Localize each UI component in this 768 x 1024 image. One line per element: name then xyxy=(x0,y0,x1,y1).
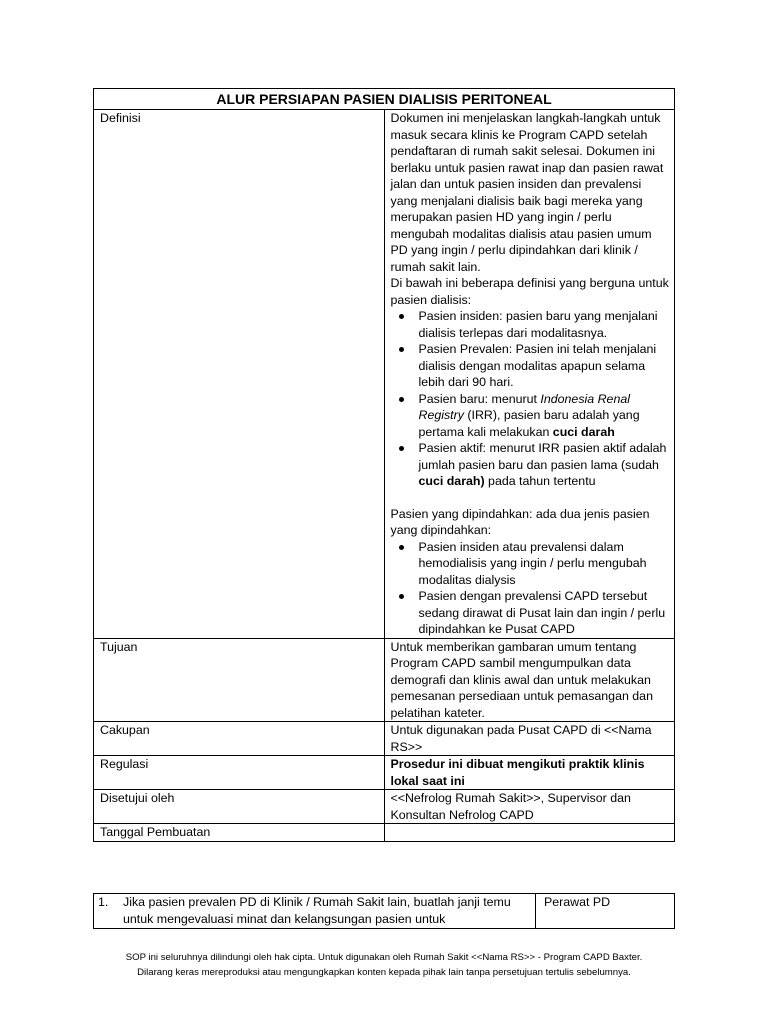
def-prevalen: Pasien Prevalen: Pasien ini telah menjalani dialisis dengan modalitas apapun selama lebih dari 90 hari. xyxy=(391,341,671,391)
label-tujuan: Tujuan xyxy=(94,638,385,722)
def-aktif: Pasien aktif: menurut IRR pasien aktif adalah jumlah pasien baru dan pasien lama (sudah cuci darah) pada tahun tertentu xyxy=(391,440,671,490)
step-description xyxy=(94,894,536,929)
definisi-intro: Dokumen ini menjelaskan langkah-langkah untuk masuk secara klinis ke Program CAPD setelah pendaftaran di rumah sakit selesai. Dokumen ini berlaku untuk pasien rawat inap dan pasien rawat jalan dan untuk pasien insiden dan prevalensi yang menjalani dialisis baik bagi mereka yang merupakan pasien HD yang ingin / perlu mengubah modalitas dialisis atau pasien umum PD yang ingin / perlu dipindahkan dari klinik / rumah sakit lain. xyxy=(390,111,664,274)
transfer-item: Pasien insiden atau prevalensi dalam hemodialisis yang ingin / perlu mengubah modalitas dialysis xyxy=(391,539,671,589)
transfer-item: Pasien dengan prevalensi CAPD tersebut sedang dirawat di Pusat lain dan ingin / perlu dipindahkan ke Pusat CAPD xyxy=(391,588,671,638)
label-cakupan: Cakupan xyxy=(94,722,385,756)
sop-table xyxy=(93,88,675,842)
step-row xyxy=(94,894,675,929)
row-tanggal xyxy=(94,824,675,842)
row-regulasi xyxy=(94,756,675,790)
step-text-line2: untuk mengevaluasi minat dan kelangsungan pasien untuk xyxy=(123,911,446,926)
row-cakupan xyxy=(94,722,675,756)
content-cakupan: Untuk digunakan pada Pusat CAPD di <<Nama RS>> xyxy=(384,722,675,756)
row-definisi xyxy=(94,110,675,639)
label-disetujui: Disetujui oleh xyxy=(94,790,385,824)
row-disetujui xyxy=(94,790,675,824)
content-regulasi: Prosedur ini dibuat mengikuti praktik klinis lokal saat ini xyxy=(384,756,675,790)
content-disetujui: <<Nefrolog Rumah Sakit>>, Supervisor dan Konsultan Nefrolog CAPD xyxy=(384,790,675,824)
content-tujuan: Untuk memberikan gambaran umum tentang Program CAPD sambil mengumpulkan data demografi dan klinis awal dan untuk melakukan pemesanan persediaan untuk pemasangan dan pelatihan kateter. xyxy=(384,638,675,722)
footer-line2: Dilarang keras mereproduksi atau mengungkapkan konten kepada pihak lain tanpa persetujuan tertulis sebelumnya. xyxy=(137,967,631,978)
spacer xyxy=(391,490,671,506)
def-insiden: Pasien insiden: pasien baru yang menjalani dialisis terlepas dari modalitasnya. xyxy=(391,308,671,341)
content-tanggal xyxy=(384,824,675,842)
label-definisi: Definisi xyxy=(94,110,385,639)
transfer-intro: Pasien yang dipindahkan: ada dua jenis pasien yang dipindahkan: xyxy=(390,506,650,537)
irr-name: Indonesia Renal Registry xyxy=(418,391,630,422)
document-title: ALUR PERSIAPAN PASIEN DIALISIS PERITONEAL xyxy=(94,89,675,110)
step-text-line1: Jika pasien prevalen PD di Klinik / Rumah Sakit lain, buatlah janji temu xyxy=(123,895,511,909)
definitions-list xyxy=(391,308,671,490)
definisi-defs-intro: Di bawah ini beberapa definisi yang berguna untuk pasien dialisis: xyxy=(390,276,669,307)
footer-line1: SOP ini seluruhnya dilindungi oleh hak cipta. Untuk digunakan oleh Rumah Sakit <<Nama RS>> - Program CAPD Baxter. xyxy=(125,952,643,963)
copyright-footer xyxy=(60,950,708,980)
transfer-list xyxy=(391,539,671,638)
title-row xyxy=(94,89,675,110)
label-regulasi: Regulasi xyxy=(94,756,385,790)
content-definisi xyxy=(384,110,675,639)
step-role: Perawat PD xyxy=(536,894,675,929)
def-baru: Pasien baru: menurut Indonesia Renal Registry (IRR), pasien baru adalah yang pertama kali melakukan cuci darah xyxy=(391,391,671,441)
steps-table xyxy=(93,893,675,929)
row-tujuan xyxy=(94,638,675,722)
label-tanggal: Tanggal Pembuatan xyxy=(94,824,385,842)
step-number: 1. xyxy=(98,895,109,909)
